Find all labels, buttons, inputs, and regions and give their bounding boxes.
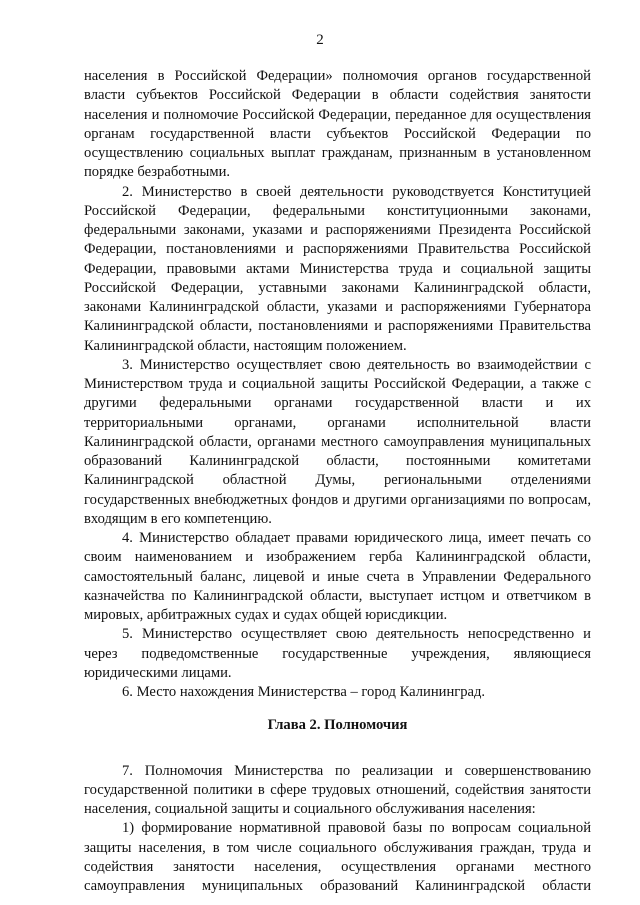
paragraph-item-4: 4. Министерство обладает правами юридического лица, имеет печать со своим наименованием и изображением герба Калининградской области, самостоятельный баланс, лицевой и иные счета в Управлении Федерального казначейства по Калининградской области, выступает истцом и ответчиком в мировых, арбитражных судах и судах общей юрисдикции. (84, 530, 591, 623)
paragraph-item-2: 2. Министерство в своей деятельности руководствуется Конституцией Российской Федерации, федеральными конституционными законами, федеральными законами, указами и распоряжениями Президента Российской Федерации, постановлениями и распоряжениями Правительства Российской Федерации, правовыми актами Министерства труда и социальной защиты Российской Федерации, уставными законами Калининградской области, законами Калининградской области, указами и распоряжениями Губернатора Калининградской области, постановлениями и распоряжениями Правительства Калининградской области, настоящим положением. (84, 183, 591, 354)
chapter-heading: Глава 2. Полномочия (267, 717, 408, 734)
paragraph-item-5: 5. Министерство осуществляет свою деятельность непосредственно и через подведомственные государственные учреждения, являющиеся юридическими лицами. (84, 626, 591, 681)
document-body (84, 67, 591, 896)
paragraph-item-3: 3. Министерство осуществляет свою деятельность во взаимодействии с Министерством труда и социальной защиты Российской Федерации, а также с другими федеральными органами государственной власти и их территориальными органами, органами исполнительной власти Калининградской области, органами местного самоуправления муниципальных образований Калининградской области, постоянными комитетами Калининградской областной Думы, региональными отделениями государственных внебюджетных фондов и другими организациями по вопросам, входящим в его компетенцию. (84, 356, 591, 527)
paragraph-item-6: 6. Место нахождения Министерства – город Калининград. (122, 684, 486, 700)
paragraph-item-7: 7. Полномочия Министерства по реализации и совершенствованию государственной политики в сфере трудовых отношений, содействия занятости населения, социальной защиты и социального обслуживания населения: (84, 762, 591, 817)
subparagraph-1: 1) формирование нормативной правовой базы по вопросам социальной защиты населения, в том числе социального обслуживания граждан, труда и содействия занятости населения, осуществления органами местного самоуправления муниципальных образований Калининградской области (84, 820, 591, 894)
page-number: 2 (316, 32, 324, 48)
paragraph-continuation: населения в Российской Федерации» полномочия органов государственной власти субъектов Российской Федерации в области содействия занятости населения и полномочие Российской Федерации, переданное для осуществления органам государственной власти субъектов Российской Федерации по осуществлению социальных выплат гражданам, признанным в установленном порядке безработными. (84, 68, 591, 181)
